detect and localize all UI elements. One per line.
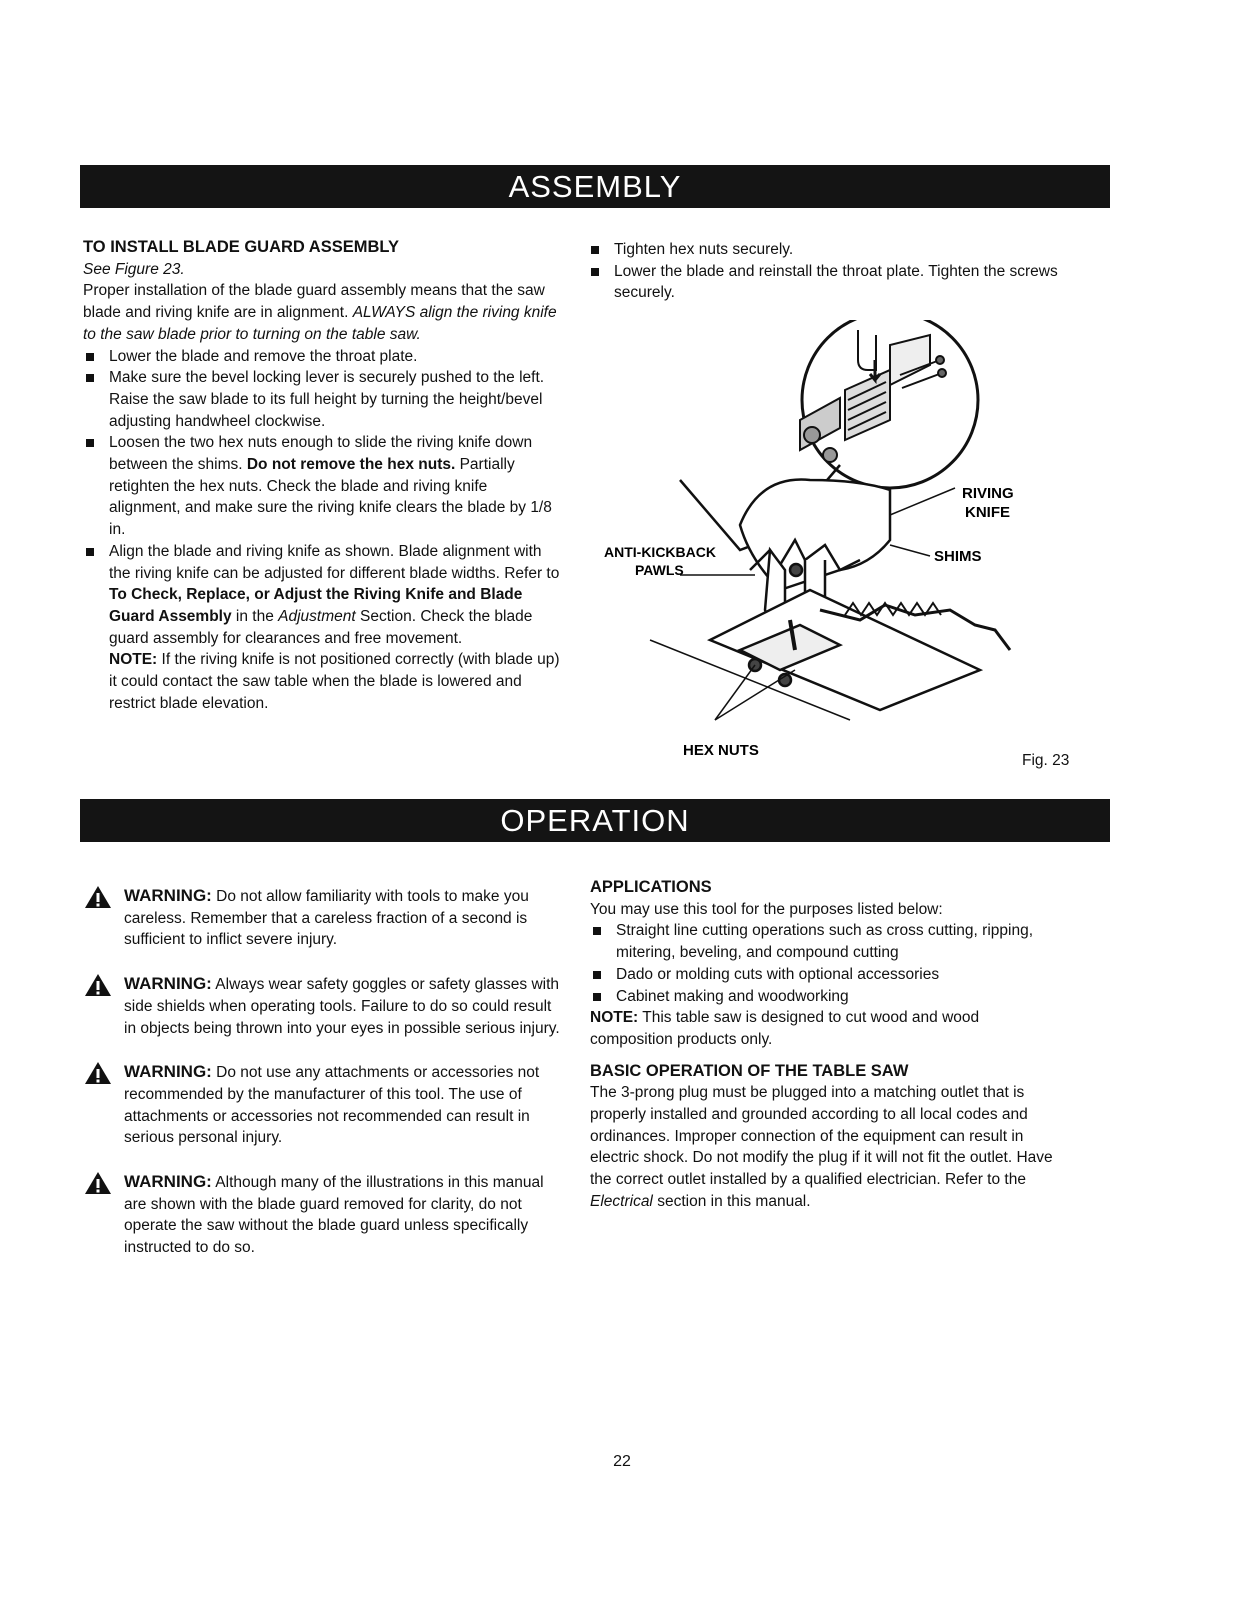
list-item: Lower the blade and remove the throat plate. xyxy=(83,346,561,368)
warning-block: WARNING: Do not allow familiarity with tools to make you careless. Remember that a careless fraction of a second is sufficient to inflict severe injury. xyxy=(84,885,564,951)
applications-list xyxy=(590,920,1060,1007)
list-item: Cabinet making and woodworking xyxy=(590,986,1060,1008)
operation-banner: OPERATION xyxy=(80,799,1110,842)
assembly-steps xyxy=(83,346,561,650)
assembly-right-column xyxy=(588,239,1058,304)
saw-blade-assembly xyxy=(680,465,1010,710)
shims-label: SHIMS xyxy=(934,548,982,565)
warning-block: WARNING: Although many of the illustrations in this manual are shown with the blade guard removed for clarity, do not operate the saw without the blade guard unless specifically instructed to do so. xyxy=(84,1171,564,1259)
warnings-column xyxy=(84,885,564,1281)
riving-knife-label: KNIFE xyxy=(965,504,1010,521)
list-item: Dado or molding cuts with optional accessories xyxy=(590,964,1060,986)
list-item: Loosen the two hex nuts enough to slide the riving knife down between the shims. Do not remove the hex nuts. Partially retighten the hex nuts. Check the blade and riving knife alignment, and make sure the riving knife clears the blade by 1/8 in. xyxy=(83,432,561,541)
warning-block: WARNING: Always wear safety goggles or safety glasses with side shields when operating tools. Failure to do so could result in objects being thrown into your eyes in possible serious injury. xyxy=(84,973,564,1039)
figure-23-illustration xyxy=(590,320,1030,770)
pawls-label: PAWLS xyxy=(635,562,684,578)
warning-icon xyxy=(84,1171,112,1195)
list-item: Make sure the bevel locking lever is securely pushed to the left. Raise the saw blade to its full height by turning the height/bevel adjusting handwheel clockwise. xyxy=(83,367,561,432)
assembly-banner: ASSEMBLY xyxy=(80,165,1110,208)
list-item: Straight line cutting operations such as cross cutting, ripping, mitering, beveling, and compound cutting xyxy=(590,920,1060,963)
assembly-left-column xyxy=(83,237,561,714)
list-item: Lower the blade and reinstall the throat plate. Tighten the screws securely. xyxy=(588,261,1058,304)
pawls-label: ANTI-KICKBACK xyxy=(604,544,716,560)
applications-heading: APPLICATIONS xyxy=(590,878,712,896)
page-number: 22 xyxy=(613,1453,631,1470)
intro-text: Proper installation of the blade guard assembly means that the saw blade and riving knife are in alignment. ALWAYS align the riving knife to the saw blade prior to turning on the table saw. xyxy=(83,282,557,343)
riving-knife-label: RIVING xyxy=(962,485,1014,502)
basic-operation-heading: BASIC OPERATION OF THE TABLE SAW xyxy=(590,1061,909,1080)
warning-icon xyxy=(84,973,112,997)
operation-right-column xyxy=(590,877,1060,1213)
warning-icon xyxy=(84,885,112,909)
see-figure: See Figure 23. xyxy=(83,260,185,278)
install-heading: TO INSTALL BLADE GUARD ASSEMBLY xyxy=(83,238,399,256)
figure-caption: Fig. 23 xyxy=(1022,752,1070,769)
warning-block: WARNING: Do not use any attachments or accessories not recommended by the manufacturer of this tool. The use of attachments or accessories not recommended can result in serious personal injury. xyxy=(84,1061,564,1149)
list-item: Align the blade and riving knife as shown. Blade alignment with the riving knife can be adjusted for different blade widths. Refer to To Check, Replace, or Adjust the Riving Knife and Blade Guard Assembly in the Adjustment Section. Check the blade guard assembly for clearances and free movement. xyxy=(83,541,561,650)
riving-knife-note: NOTE: If the riving knife is not positioned correctly (with blade up) it could contact the saw table when the blade is lowered and restrict blade elevation. xyxy=(109,651,560,712)
applications-intro: You may use this tool for the purposes listed below: xyxy=(590,900,943,918)
list-item: Tighten hex nuts securely. xyxy=(588,239,1058,261)
applications-note: NOTE: This table saw is designed to cut wood and wood composition products only. xyxy=(590,1009,980,1048)
warning-icon xyxy=(84,1061,112,1085)
hex-nuts-label: HEX NUTS xyxy=(683,742,759,759)
always-note: ALWAYS align the riving knife to the saw blade prior to turning on the table saw. xyxy=(83,304,557,343)
basic-operation-text: The 3-prong plug must be plugged into a matching outlet that is properly installed and grounded according to all local codes and ordinances. Improper connection of the equipment can result in electric shock. Do not modify the plug if it will not fit the outlet. Have the correct outlet installed by a qualified electrician. Refer to the Electrical section in this manual. xyxy=(590,1084,1053,1210)
